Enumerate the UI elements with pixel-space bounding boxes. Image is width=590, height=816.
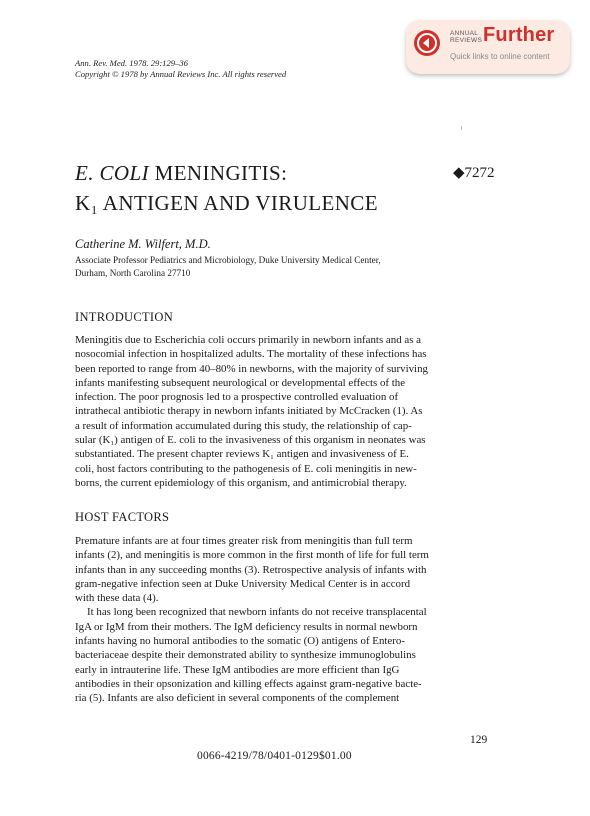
text-line: substantiated. The present chapter reviews K₁ antigen and invasiveness of E. (75, 448, 409, 461)
page-number: 129 (470, 734, 488, 746)
text-line: infants having no humoral antibodies to the somatic (O) antigens of Entero- (75, 635, 405, 648)
text-line: a result of information accumulated during this study, the relationship of cap- (75, 419, 412, 432)
section-heading-host-factors: HOST FACTORS (75, 510, 170, 524)
title-line-1 (75, 158, 378, 188)
further-tagline: Quick links to online content (450, 52, 550, 61)
annual-reviews-wordmark (450, 30, 482, 44)
annual-reviews-logo-icon (414, 30, 440, 56)
copyright-line: Copyright © 1978 by Annual Reviews Inc. All rights reserved (75, 69, 287, 79)
text-line: antibodies in their opsonization and killing effects against gram-negative bacte- (75, 677, 422, 690)
text-line: gram-negative infection seen at Duke University Medical Center is in accord (75, 577, 411, 590)
text-line: IgA or IgM from their mothers. The IgM deficiency results in normal newborn (75, 620, 418, 633)
text-line: early in intrauterine life. These IgM antibodies are more efficient than IgG (75, 663, 400, 676)
introduction-body (75, 333, 486, 490)
citation-line: Ann. Rev. Med. 1978. 29:129–36 (75, 58, 188, 68)
text-line: with these data (4). (75, 592, 159, 605)
further-banner[interactable] (406, 20, 570, 74)
text-line: been reported to range from 40–80% in newborns, with the majority of surviving (75, 362, 428, 375)
text-line: Premature infants are at four times greater risk from meningitis than full term (75, 535, 413, 547)
title-organism: E. COLI (75, 161, 149, 185)
text-line: intrathecal antibiotic therapy in newborn infants initiated by McCracken (1). As (75, 405, 423, 418)
title-line-1-rest: MENINGITIS: (148, 161, 288, 185)
further-label: Further (483, 24, 555, 46)
author-name: Catherine M. Wilfert, M.D. (75, 237, 211, 251)
journal-citation (75, 58, 395, 80)
brand-line: ANNUAL (450, 30, 479, 37)
text-line: infants manifesting subsequent neurological or developmental effects of the (75, 376, 406, 389)
scan-speck (461, 126, 462, 130)
host-factors-body (75, 534, 486, 706)
brand-line: REVIEWS (450, 37, 483, 44)
text-line: nosocomial infection in hospitalized adults. The mortality of these infections has (75, 348, 427, 361)
text-line: infection. The poor prognosis led to a prospective controlled evaluation of (75, 391, 399, 404)
text-line: infants than in any succeeding months (3). Retrospective analysis of infants with (75, 563, 427, 576)
affiliation-line: Associate Professor Pediatrics and Microbiology, Duke University Medical Center, (75, 255, 381, 265)
chapter-code: ◆7272 (453, 165, 495, 181)
text-line: It has long been recognized that newborn infants do not receive transplacental (87, 606, 427, 619)
text-line: Meningitis due to Escherichia coli occurs primarily in newborn infants and as a (75, 334, 421, 346)
text-line: borns, the current epidemiology of this organism, and antimicrobial therapy. (75, 476, 407, 489)
text-line: sular (K₁) antigen of E. coli to the invasiveness of this organism in neonates was (75, 434, 426, 447)
text-line: coli, host factors contributing to the pathogenesis of E. coli meningitis in new- (75, 462, 417, 475)
title-line-2: K₁ ANTIGEN AND VIRULENCE (75, 191, 378, 215)
affiliation-line: Durham, North Carolina 27710 (75, 268, 191, 278)
text-line: bacteriaceae despite their demonstrated ability to synthesize immunoglobulins (75, 649, 416, 662)
article-title (75, 158, 378, 218)
text-line: infants (2), and meningitis is more common in the first month of life for full term (75, 549, 429, 562)
text-line: ria (5). Infants are also deficient in several components of the complement (75, 692, 400, 705)
article-identifier: 0066-4219/78/0401-0129$01.00 (197, 750, 352, 762)
author-affiliation (75, 254, 495, 280)
section-heading-introduction: INTRODUCTION (75, 310, 174, 324)
